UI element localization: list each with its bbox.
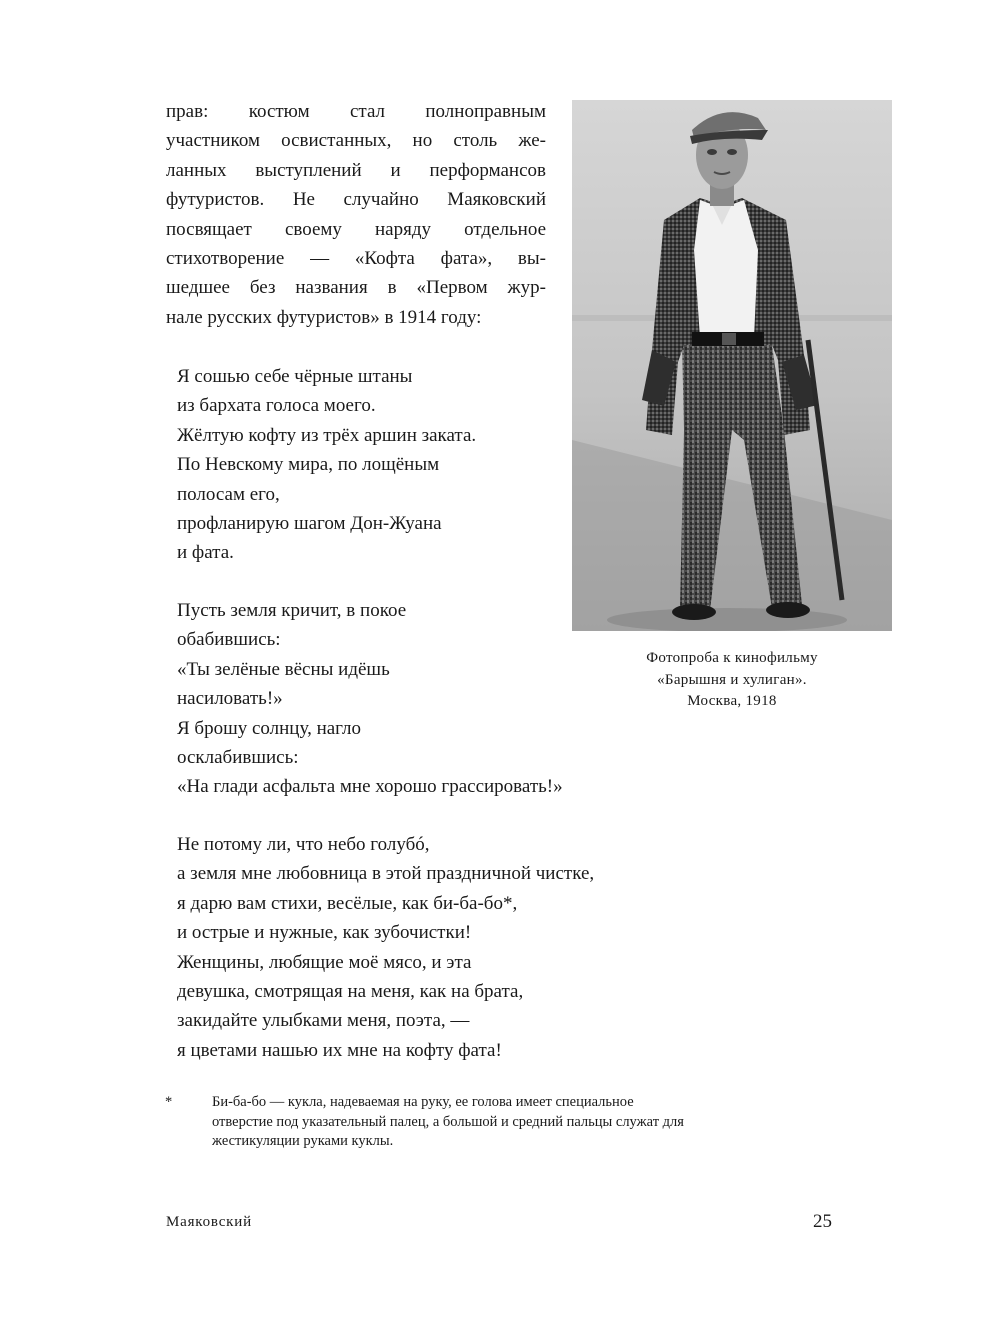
paragraph-line: шедшее без названия в «Первом жур- <box>166 277 546 299</box>
photo-caption <box>572 648 892 713</box>
footnote-marker: * <box>165 1094 173 1110</box>
paragraph-line: посвящает своему наряду отдельное <box>166 218 546 240</box>
poem-line: «Ты зелёные вёсны идёшь <box>177 658 390 680</box>
footnote-text <box>212 1093 842 1152</box>
poem-line: закидайте улыбками меня, поэта, — <box>177 1010 470 1032</box>
poem-line: и фата. <box>177 542 234 564</box>
body-paragraph <box>166 97 546 332</box>
poem-line: я цветами нашью их мне на кофту фата! <box>177 1039 502 1061</box>
poem-line: полосам его, <box>177 483 280 505</box>
poem-line: обабившись: <box>177 629 281 651</box>
poem-stanza-1 <box>177 362 476 568</box>
portrait-photo <box>572 100 892 631</box>
caption-line: Фотопроба к кинофильму <box>646 650 818 666</box>
portrait-illustration <box>572 100 892 631</box>
paragraph-line: ланных выступлений и перформансов <box>166 159 546 181</box>
page-number: 25 <box>813 1211 832 1232</box>
footnote-line: Би-ба-бо — кукла, надеваемая на руку, ее голова имеет специальное <box>212 1094 634 1110</box>
caption-line: «Барышня и хулиган». <box>657 671 807 688</box>
poem-stanza-2 <box>177 596 563 802</box>
poem-line: Женщины, любящие моё мясо, и эта <box>177 951 472 973</box>
paragraph-line: прав: костюм стал полноправным <box>166 101 546 122</box>
poem-line: Я брошу солнцу, нагло <box>177 717 361 739</box>
poem-line: насиловать!» <box>177 688 283 710</box>
poem-line: а земля мне любовница в этой праздничной чистке, <box>177 863 595 885</box>
paragraph-line: участником освистанных, но столь же- <box>166 130 546 152</box>
poem-line: Я сошью себе чёрные штаны <box>177 366 413 387</box>
poem-line: я дарю вам стихи, весёлые, как би-ба-бо*, <box>177 892 518 914</box>
poem-line: Жёлтую кофту из трёх аршин заката. <box>177 424 477 446</box>
poem-line: «На глади асфальта мне хорошо грассировать!» <box>177 776 563 798</box>
poem-line: Не потому ли, что небо голубó, <box>177 834 430 855</box>
poem-line: осклабившись: <box>177 747 299 769</box>
poem-line: По Невскому мира, по лощёным <box>177 454 440 476</box>
poem-stanza-3 <box>177 830 594 1065</box>
footnote-line: отверстие под указательный палец, а большой и средний пальцы служат для <box>212 1113 684 1130</box>
paragraph-line: нале русских футуристов» в 1914 году: <box>166 306 482 328</box>
paragraph-line: стихотворение — «Кофта фата», вы- <box>166 248 546 270</box>
paragraph-line: футуристов. Не случайно Маяковский <box>166 189 546 211</box>
poem-line: из бархата голоса моего. <box>177 395 376 417</box>
poem-line: Пусть земля кричит, в покое <box>177 600 407 621</box>
poem-line: и острые и нужные, как зубочистки! <box>177 922 472 944</box>
footnote-line: жестикуляции руками куклы. <box>212 1133 394 1149</box>
caption-line: Москва, 1918 <box>687 693 777 709</box>
running-head: Маяковский <box>166 1214 252 1230</box>
poem-line: профланирую шагом Дон-Жуана <box>177 513 442 535</box>
poem-line: девушка, смотрящая на меня, как на брата, <box>177 981 524 1003</box>
